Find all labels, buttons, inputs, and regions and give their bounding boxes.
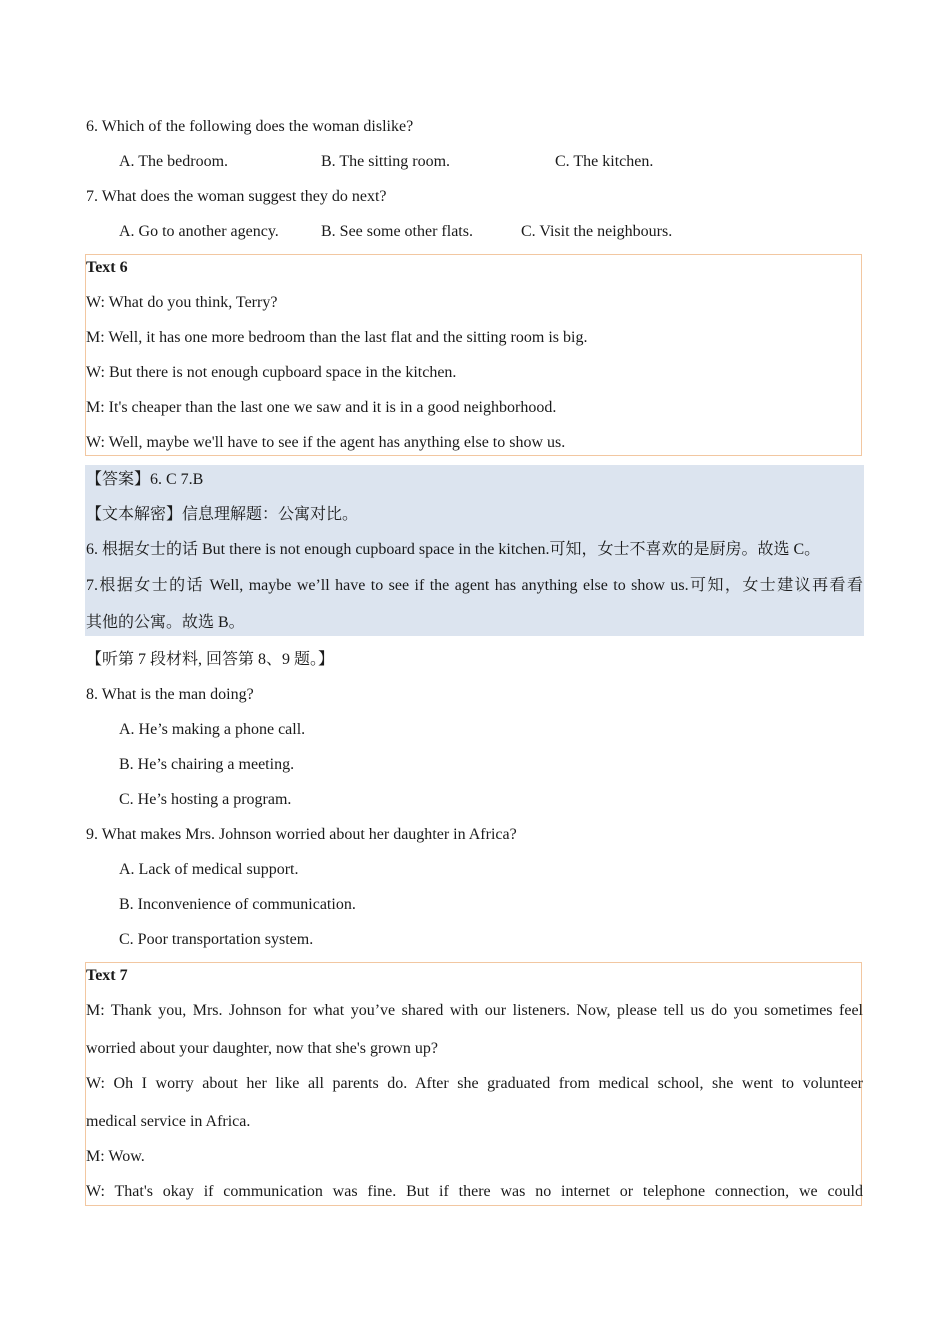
q6-option-a: A. The bedroom. <box>119 153 229 170</box>
question-9: 9. What makes Mrs. Johnson worried about her daughter in Africa? <box>86 826 517 843</box>
text6-line: M: Well, it has one more bedroom than the last flat and the sitting room is big. <box>86 329 588 346</box>
answer-type: 【文本解密】信息理解题：公寓对比。 <box>86 506 359 523</box>
answer-key: 【答案】6. C 7.B <box>86 471 204 488</box>
question-7: 7. What does the woman suggest they do next? <box>86 188 387 205</box>
text7-line: medical service in Africa. <box>86 1113 251 1130</box>
question-6: 6. Which of the following does the woman dislike? <box>86 118 414 135</box>
q7-option-a: A. Go to another agency. <box>119 223 279 240</box>
answer-explanation-7-cont: 其他的公寓。故选 B。 <box>86 614 245 631</box>
answer-explanation-6: 6. 根据女士的话 But there is not enough cupboard space in the kitchen.可知，女士不喜欢的是厨房。故选 C。 <box>86 541 821 558</box>
text7-line: M: Thank you, Mrs. Johnson for what you’ve shared with our listeners. Now, please tell us do you sometimes feel <box>86 1002 863 1019</box>
text6-line: W: Well, maybe we'll have to see if the agent has anything else to show us. <box>86 434 566 451</box>
q8-option-b: B. He’s chairing a meeting. <box>119 756 295 773</box>
q8-option-a: A. He’s making a phone call. <box>119 721 306 738</box>
q7-option-b: B. See some other flats. <box>321 223 473 240</box>
q9-option-b: B. Inconvenience of communication. <box>119 896 356 913</box>
answer-explanation-7: 7.根据女士的话 Well, maybe we’ll have to see if the agent has anything else to show us.可知，女士建议再看看 <box>86 577 863 594</box>
q9-option-a: A. Lack of medical support. <box>119 861 299 878</box>
text7-line: W: Oh I worry about her like all parents do. After she graduated from medical school, she went to volunteer <box>86 1075 863 1092</box>
q7-option-c: C. Visit the neighbours. <box>521 223 673 240</box>
text7-title: Text 7 <box>86 967 128 984</box>
text6-title: Text 6 <box>86 259 128 276</box>
text7-line: worried about your daughter, now that she's grown up? <box>86 1040 438 1057</box>
text6-line: M: It's cheaper than the last one we saw and it is in a good neighborhood. <box>86 399 557 416</box>
q6-option-c: C. The kitchen. <box>555 153 654 170</box>
text7-line: M: Wow. <box>86 1148 145 1165</box>
q6-option-b: B. The sitting room. <box>321 153 451 170</box>
section-7-header: 【听第 7 段材料, 回答第 8、9 题。】 <box>86 651 335 668</box>
text6-transcript-box <box>85 254 862 456</box>
text6-line: W: What do you think, Terry? <box>86 294 278 311</box>
q9-option-c: C. Poor transportation system. <box>119 931 314 948</box>
question-8: 8. What is the man doing? <box>86 686 254 703</box>
text7-line: W: That's okay if communication was fine. But if there was no internet or telephone connection, we could <box>86 1183 863 1200</box>
q8-option-c: C. He’s hosting a program. <box>119 791 292 808</box>
text6-line: W: But there is not enough cupboard space in the kitchen. <box>86 364 457 381</box>
